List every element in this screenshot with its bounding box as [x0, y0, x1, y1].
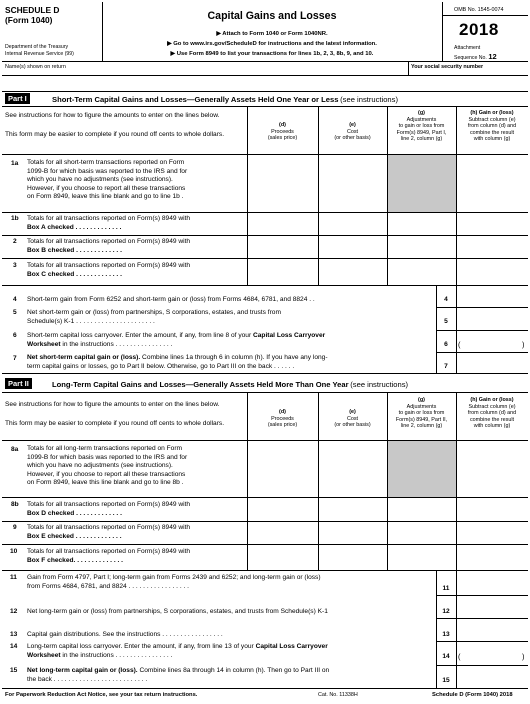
part1-intro1: See instructions for how to figure the amounts to enter on the lines below. — [5, 112, 220, 119]
name-label: Name(s) shown on return — [5, 64, 66, 70]
sequence-label: Sequence No. 12 — [454, 52, 497, 61]
part2-subtitle: (see instructions) — [350, 380, 409, 389]
line5-number: 5 — [13, 309, 17, 316]
line8b-number: 8b — [11, 501, 19, 508]
dept-line1: Department of the Treasury — [5, 44, 69, 50]
line3-text: Totals for all transactions reported on Form(s) 8949 with Box C checked . . . . . . . . . . . . . — [27, 262, 191, 278]
line5-text: Net short-term gain or (loss) from partnerships, S corporations, estates, and trusts from Schedule(s) K-1 . . . . . . . . . . . . . . . . . . . . . . — [27, 309, 281, 325]
line14-box-number: 14 — [442, 653, 450, 660]
part2-intro2: This form may be easier to complete if you round off cents to whole dollars. — [5, 420, 225, 427]
part1-label: Part I — [5, 93, 30, 104]
instruction-3: ▶ Use Form 8949 to list your transactions for lines 1b, 2, 3, 8b, 9, and 10. — [170, 51, 374, 57]
form-number: (Form 1040) — [5, 15, 53, 25]
part1-header — [5, 94, 30, 103]
line14-text: Long-term capital loss carryover. Enter the amount, if any, from line 13 of your Capital Loss Carryover Worksheet in the instructions . . . . . . . . . . . . . . . . — [27, 643, 328, 659]
line13-box-number: 13 — [442, 631, 450, 638]
part1-intro2: This form may be easier to complete if you round off cents to whole dollars. — [5, 131, 225, 138]
part1-col-d: (d) Proceeds (sales price) — [267, 122, 298, 142]
line6-paren-open: ( — [458, 340, 461, 349]
line5-box-number: 5 — [444, 318, 448, 325]
line2-number: 2 — [13, 238, 17, 245]
line7-number: 7 — [13, 355, 17, 362]
line6-text: Short-term capital loss carryover. Enter the amount, if any, from line 8 of your Capital Loss Carryover Worksheet in the instructions . . . . . . . . . . . . . . . . — [27, 332, 326, 348]
line14-paren-close: ) — [522, 652, 525, 661]
line4-text: Short-term gain from Form 6252 and short-term gain or (loss) from Forms 4684, 6781, and 8824 . . — [27, 296, 315, 303]
line1a-number: 1a — [11, 160, 19, 167]
line1b-text: Totals for all transactions reported on Form(s) 8949 with Box A checked . . . . . . . . . . . . . — [27, 215, 191, 231]
line14-number: 14 — [10, 643, 18, 650]
ssn-label: Your social security number — [411, 64, 484, 70]
line8a-text: Totals for all long-term transactions reported on Form 1099-B for which basis was reported to the IRS and for which you have no adjustments (see instructions). However, if you choose to report all these transactions on Form 8949, leave this line blank and go to line 8b . — [27, 445, 188, 487]
tax-year: 2018 — [459, 20, 499, 39]
instruction-2: ▶ Go to www.irs.gov/ScheduleD for instructions and the latest information. — [167, 41, 377, 47]
part2-intro1: See instructions for how to figure the amounts to enter on the lines below. — [5, 401, 220, 408]
part2-header — [5, 379, 32, 388]
footer-notice: For Paperwork Reduction Act Notice, see your tax return instructions. — [5, 692, 198, 698]
line11-box-number: 11 — [442, 585, 450, 592]
main-title: Capital Gains and Losses — [207, 10, 337, 22]
line8a-number: 8a — [11, 446, 19, 453]
line1a-col-g-shade — [388, 155, 456, 212]
instruction-1: ▶ Attach to Form 1040 or Form 1040NR. — [216, 31, 328, 37]
part1-title: Short-Term Capital Gains and Losses—Generally Assets Held One Year or Less — [52, 95, 339, 104]
line14-paren-open: ( — [458, 652, 461, 661]
line12-box-number: 12 — [442, 608, 450, 615]
line8a-col-g-shade — [388, 441, 456, 497]
part1-col-e: (e) Cost (or other basis) — [334, 122, 371, 142]
line10-text: Totals for all transactions reported on Form(s) 8949 with Box F checked. . . . . . . . . . . . . . — [27, 548, 191, 564]
line6-box-number: 6 — [444, 341, 448, 348]
line8b-text: Totals for all transactions reported on Form(s) 8949 with Box D checked . . . . . . . . . . . . . — [27, 501, 191, 517]
line1b-number: 1b — [11, 215, 19, 222]
line10-number: 10 — [10, 548, 18, 555]
part2-col-h: (h) Gain or (loss) Subtract column (e) from column (d) and combine the result with column (g) — [467, 397, 517, 430]
line2-text: Totals for all transactions reported on Form(s) 8949 with Box B checked . . . . . . . . . . . . . — [27, 238, 191, 254]
line6-number: 6 — [13, 332, 17, 339]
line7-text: Net short-term capital gain or (loss). Combine lines 1a through 6 in column (h). If you have any long- term capital gains or losses, go to Part II below. Otherwise, go to Part III on the back . . . . . . — [27, 354, 328, 370]
line15-box-number: 15 — [442, 677, 450, 684]
dept-line2: Internal Revenue Service (99) — [5, 51, 74, 57]
part2-title: Long-Term Capital Gains and Losses—Generally Assets Held More Than One Year — [52, 380, 349, 389]
form-title: SCHEDULE D — [5, 5, 60, 15]
part2-title-block — [52, 380, 408, 389]
line3-number: 3 — [13, 262, 17, 269]
line9-text: Totals for all transactions reported on Form(s) 8949 with Box E checked . . . . . . . . . . . . . — [27, 524, 191, 540]
footer-form-id: Schedule D (Form 1040) 2018 — [432, 692, 513, 698]
part2-col-e: (e) Cost (or other basis) — [334, 409, 371, 429]
line11-text: Gain from Form 4797, Part I; long-term gain from Forms 2439 and 6252; and long-term gain or (loss) from Forms 4684, 6781, and 8824 . . . . . . . . . . . . . . . . . — [27, 574, 321, 590]
part1-subtitle: (see instructions) — [340, 95, 398, 104]
line12-number: 12 — [10, 608, 18, 615]
line15-number: 15 — [10, 667, 18, 674]
part2-label: Part II — [5, 378, 32, 389]
part2-col-g: (g) Adjustments to gain or loss from Form(s) 8949, Part II, line 2, column (g) — [395, 397, 448, 430]
line13-number: 13 — [10, 631, 18, 638]
line4-number: 4 — [13, 296, 17, 303]
part1-col-g: (g) Adjustments to gain or loss from Form(s) 8949, Part I, line 2, column (g) — [396, 110, 447, 143]
attachment-label: Attachment — [454, 45, 481, 51]
footer-cat-number: Cat. No. 11338H — [318, 692, 358, 698]
part2-col-d: (d) Proceeds (sales price) — [267, 409, 298, 429]
line12-text: Net long-term gain or (loss) from partnerships, S corporations, estates, and trusts from Schedule(s) K-1 — [27, 608, 328, 615]
line6-paren-close: ) — [522, 340, 525, 349]
line1a-text: Totals for all short-term transactions reported on Form 1099-B for which basis was reported to the IRS and for which you have no adjustments (see instructions). However, if you choose to report all these transactions on Form 8949, leave this line blank and go to line 1b . — [27, 159, 188, 201]
part1-title-block — [52, 95, 398, 104]
line11-number: 11 — [10, 574, 17, 581]
omb-number: OMB No. 1545-0074 — [454, 7, 504, 13]
line4-box-number: 4 — [444, 296, 448, 303]
line7-box-number: 7 — [444, 363, 448, 370]
sequence-number: 12 — [488, 52, 497, 61]
part1-col-h: (h) Gain or (loss) Subtract column (e) from column (d) and combine the result with column (g) — [467, 110, 517, 143]
line13-text: Capital gain distributions. See the instructions . . . . . . . . . . . . . . . . . — [27, 631, 223, 638]
line15-text: Net long-term capital gain or (loss). Combine lines 8a through 14 in column (h). Then go to Part III on the back . . . . . . . . . . . . . . . . . . . . . . . . . . — [27, 667, 330, 683]
line9-number: 9 — [13, 524, 17, 531]
